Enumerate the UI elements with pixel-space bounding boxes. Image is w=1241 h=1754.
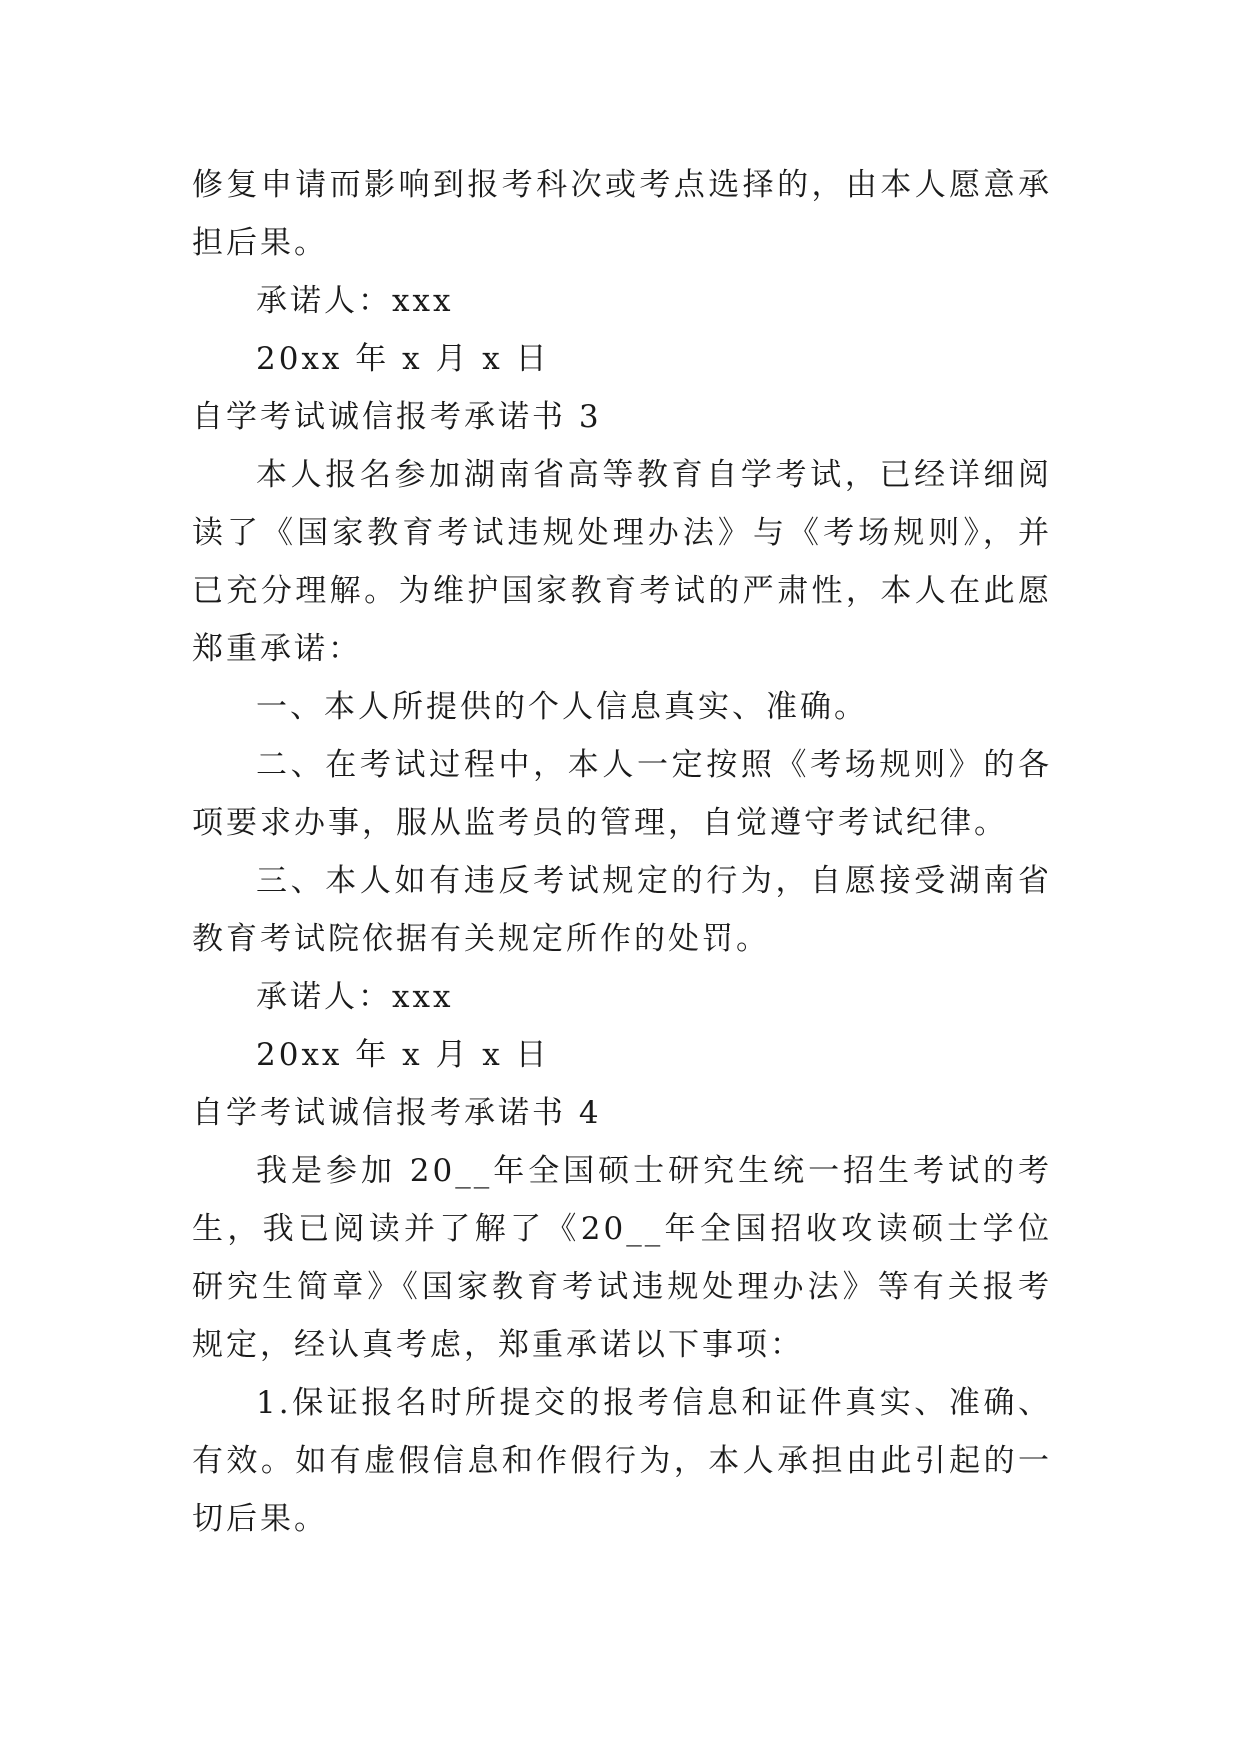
pledge-item-1: 一、本人所提供的个人信息真实、准确。 — [256, 689, 868, 725]
section-heading-4: 自学考试诚信报考承诺书 4 — [192, 1095, 602, 1131]
signer-line: 承诺人：xxx — [256, 979, 454, 1015]
date-line: 20xx 年 x 月 x 日 — [256, 341, 550, 377]
pledge-item-3: 三、本人如有违反考试规定的行为，自愿接受湖南省教育考试院依据有关规定所作的处罚。 — [192, 863, 1052, 957]
signer-line: 承诺人：xxx — [256, 283, 454, 319]
paragraph-continuation: 修复申请而影响到报考科次或考点选择的，由本人愿意承担后果。 — [192, 167, 1052, 261]
paragraph-intro-3: 本人报名参加湖南省高等教育自学考试，已经详细阅读了《国家教育考试违规处理办法》与《考场规则》，并已充分理解。为维护国家教育考试的严肃性，本人在此愿郑重承诺： — [192, 457, 1052, 667]
pledge-item-4-1: 1.保证报名时所提交的报考信息和证件真实、准确、有效。如有虚假信息和作假行为，本人承担由此引起的一切后果。 — [192, 1385, 1052, 1537]
document-body — [192, 156, 1052, 1548]
section-heading-3: 自学考试诚信报考承诺书 3 — [192, 399, 602, 435]
paragraph-intro-4: 我是参加 20__年全国硕士研究生统一招生考试的考生，我已阅读并了解了《20__年全国招收攻读硕士学位研究生简章》《国家教育考试违规处理办法》等有关报考规定，经认真考虑，郑重承诺以下事项： — [192, 1153, 1052, 1363]
date-line: 20xx 年 x 月 x 日 — [256, 1037, 550, 1073]
pledge-item-2: 二、在考试过程中，本人一定按照《考场规则》的各项要求办事，服从监考员的管理，自觉遵守考试纪律。 — [192, 747, 1052, 841]
